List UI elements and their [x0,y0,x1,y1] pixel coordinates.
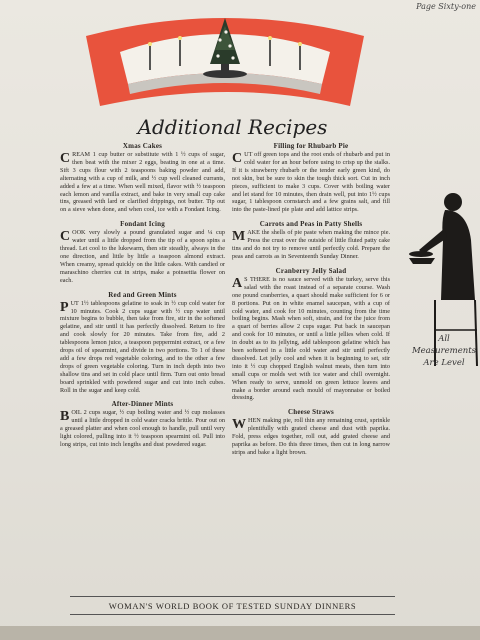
christmas-table-illustration [80,6,370,110]
measurement-note-line-2: Are Level [423,358,465,368]
drop-cap: A [232,275,243,291]
recipe-title: Red and Green Mints [108,290,177,299]
page-bottom-edge [0,626,480,640]
recipe-red-and-green-mints [60,291,225,395]
recipe-text [60,229,225,284]
recipe-column-left [60,142,225,455]
recipe-title: After-Dinner Mints [111,400,174,409]
drop-cap: W [232,417,246,433]
recipe-text [232,276,390,403]
recipe-body: UT 1½ tablespoons gelatine to soak in ½ cup cold water for 10 minutes. Cook 2 cups sugar with ½ cup water until mixture begins to bubble, then take from fire, stir in the softened gelatine, and stir until it has perfectly dissolved. Return to fire and cook slowly for 20 minutes. Take from fire, add 2 tablespoons lemon juice, a teaspoon peppermint extract, or a few drops oil of spearmint, and divide in two portions. To 1 of these add a few drops red vegetable coloring, and to the other a few drops of green vegetable coloring. Turn in inch depth into two shallow tins and set in cold place until firm. Turn out onto bread board sprinkled with powdered sugar and cut into inch cubes. Roll in the sugar and keep cold. [60,299,225,394]
drop-cap: C [60,151,71,166]
footer-rule-bottom [70,614,395,615]
recipe-body: OIL 2 cups sugar, ½ cup boiling water and ½ cup molasses until a little dropped in cold water cracks brittle. Pour out on a greased platter and when cool enough to handle, pull until very light colored, pulling into it ½ teaspoon spearmint oil. Pull into long strips, cut into inch lengths and dust powdered sugar. [60,409,225,449]
recipe-cheese-straws [232,408,390,457]
recipe-text [232,151,390,214]
recipe-text [60,300,225,395]
recipe-body: S THERE is no sauce served with the turkey, serve this salad with the roast instead of a separate course. Wash one pound cranberries, a quart should make sufficient for 6 or 8 portions. Put on in white enamel saucepan, with a cup of cold water, and cook for 10 minutes, counting from the time boiling begins. Mash when soft, strain, and for the juice from a quart of berries allow 2 cups sugar. Put back in saucepan and cook for 10 minutes, or until a little jellies when cold. If in doubt as to its jellying, add tablespoon gelatine which has been softened in a little cold water and stir until perfectly dissolved. Let jelly cool and when it is beginning to set, stir into it ½ cup chopped English walnut meats, then turn into small cups or molds wet with ice water and chill overnight. When ready to serve, unmold on green lettuce leaves and make a border around each mould of mayonnaise or boiled dressing. [232,275,390,402]
measurement-note-line-1: All Measurements [411,334,477,356]
recipe-title: Fondant Icing [120,220,165,229]
recipe-title: Cranberry Jelly Salad [275,266,347,275]
drop-cap: C [232,151,243,166]
recipe-cranberry-jelly-salad [232,267,390,403]
drop-cap: B [60,409,70,425]
recipe-text [60,151,225,214]
recipe-body: REAM 1 cup butter or substitute with 1 ½ cups of sugar, then beat with the mixer 2 eggs, beating in one at a time. Sift 3 cups flour with 2 teaspoons baking powder and add, alternating with a cup of milk, and ½ cup well cleaned currants, added a few at a time. When well mixed, flavor with ½ teaspoon each lemon and vanilla extract, and bake in very small cup cake tins, greased with lard or clarified drippings, not butter. Tip out on a sieve when done, and when cool, ice with a Fondant Icing. [60,151,225,214]
footer-book-title: WOMAN'S WORLD BOOK OF TESTED SUNDAY DINNERS [108,601,357,611]
drop-cap: M [232,229,246,245]
recipe-text [232,229,390,261]
recipe-title: Filling for Rhubarb Pie [273,142,349,150]
recipe-rhubarb-pie-filling [232,142,390,214]
recipe-text [232,417,390,457]
recipe-title: Cheese Straws [288,408,334,417]
recipe-body: HEN making pie, roll thin any remaining crust, sprinkle plentifully with grated cheese and dust with paprika. Fold, press edges together, roll out, add grated cheese and paprika as before. Do this three times, then cut in long narrow strips and bake a light brown. [232,417,390,456]
drop-cap: C [60,229,71,245]
page-number: Page Sixty-one [416,2,476,11]
page-title: Additional Recipes [137,115,328,139]
recipe-fondant-icing [60,220,225,284]
recipe-text [60,409,225,449]
recipe-body: AKE the shells of pie paste when making the mince pie. Press the crust over the outside of little fluted patty cake tins and do not try to remove until perfectly cold. Prepare the peas and carrots as in Seventeenth Sunday Dinner. [232,229,390,260]
footer-rule-top [70,596,395,597]
recipe-title: Xmas Cakes [122,142,163,150]
recipe-body: UT off green tops and the root ends of rhubarb and put in cold water for an hour before using to crisp up the stalks. If it is strawberry rhubarb or the tender early green kind, do not skin, but be sure to skin the tough thick sort. Cut in inch pieces, sufficient to make 3 cups. Cover with boiling water and let stand for 10 minutes, then drain well, put into 1½ cups sugar, 1 tablespoon cornstarch and a few grains salt, and fill into the paste-lined pie plate and add lattice strips. [232,151,390,214]
measurement-note [410,333,478,369]
recipe-xmas-cakes [60,142,225,214]
recipe-body: OOK very slowly a pound granulated sugar and ¼ cup water until a little dropped from the tip of a spoon spins a thread. Let cool to the lukewarm, then stir steadily, always in the one direction, and little by little a teaspoon almond extract. When creamy, spread quickly on the little cakes. With candied or maraschino cherries cut in strips, make a poinsettia flower on each. [60,229,225,284]
recipe-carrots-and-peas [232,220,390,261]
recipe-after-dinner-mints [60,400,225,449]
recipe-title: Carrots and Peas in Patty Shells [259,220,363,229]
drop-cap: P [60,299,69,315]
recipe-column-right [232,142,390,463]
